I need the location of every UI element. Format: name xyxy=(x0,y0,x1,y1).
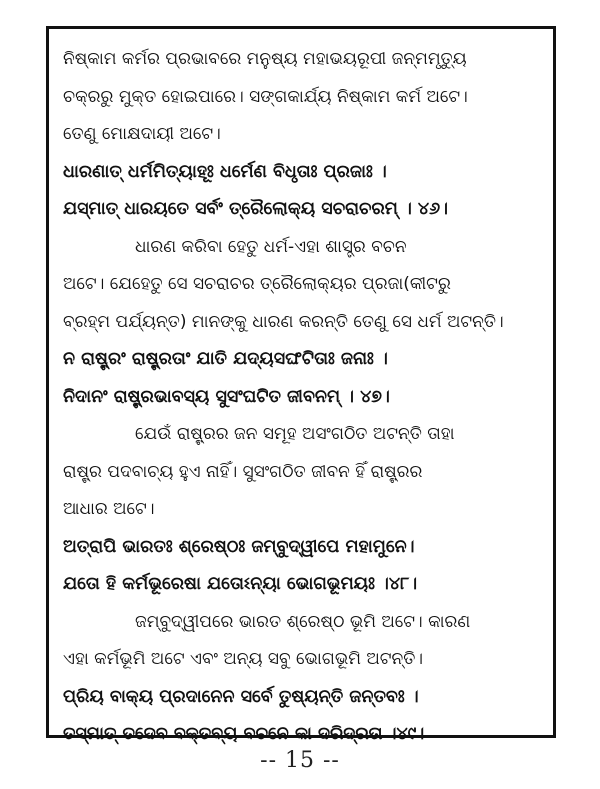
page-text-frame xyxy=(46,26,556,744)
verse-line: ଧାରଣାତ୍ ଧର୍ମମିତ୍ୟାହୂଃ ଧର୍ମେଣ ବିଧୃତାଃ ପ୍ରଜାଃ । xyxy=(63,161,387,182)
prose-line: ଏହା କର୍ମଭୂମି ଅଟେ ଏବଂ ଅନ୍ୟ ସବୁ ଭୋଗଭୂମି ଅଟନ୍ତି। xyxy=(63,649,423,669)
verse-line: ତସ୍ମାତ୍ ତଦେବ ବକ୍ତବ୍ୟ ବଚନେ କା ଦରିଦ୍ରତା ।୪୯। xyxy=(63,724,425,744)
verse-line: ନିଦାନଂ ରାଷ୍ଟ୍ରଭାବସ୍ୟ ସୁସଂଘଟିତ ଜୀବନମ୍ । ୪୭। xyxy=(63,386,390,407)
prose-line: ଚକ୍ରରୁ ମୁକ୍ତ ହୋଇପାରେ। ସଙ୍ଗକାର୍ଯ୍ୟ ନିଷ୍କାମ କର୍ମ ଅଟେ। xyxy=(63,86,468,107)
prose-line: ବ୍ରହ୍ମ ପର୍ଯ୍ୟନ୍ତ) ମାନଙ୍କୁ ଧାରଣ କରନ୍ତି ତେଣୁ ସେ ଧର୍ମ ଅଟନ୍ତି। xyxy=(63,311,504,332)
verse-line: ପ୍ରିୟ ବାକ୍ୟ ପ୍ରଦାନେନ ସର୍ବେ ତୁଷ୍ୟନ୍ତି ଜନ୍ତବଃ । xyxy=(63,686,419,707)
prose-line-indented: ଜମ୍ବୁଦ୍ୱୀପରେ ଭାରତ ଶ୍ରେଷ୍ଠ ଭୂମି ଅଟେ। କାରଣ xyxy=(135,611,471,632)
prose-line-indented: ଯେଉଁ ରାଷ୍ଟ୍ରର ଜନ ସମୂହ ଅସଂଗଠିତ ଅଟନ୍ତି ତାହା xyxy=(135,424,455,444)
prose-line: ରାଷ୍ଟ୍ର ପଦବାଚ୍ୟ ହୁଏ ନାହିଁ। ସୁସଂଗଠିତ ଜୀବନ ହିଁ ରାଷ୍ଟ୍ରର xyxy=(63,461,423,482)
prose-line: ନିଷ୍କାମ କର୍ମର ପ୍ରଭାବରେ ମନୁଷ୍ୟ ମହାଭୟରୂପୀ ଜନ୍ମମୃତ୍ୟୁ xyxy=(63,49,467,69)
prose-line-indented: ଧାରଣ କରିବା ହେତୁ ଧର୍ମ-ଏହା ଶାସ୍ତ୍ର ବଚନ xyxy=(135,236,407,257)
verse-line: ଅତ୍ରାପି ଭାରତଃ ଶ୍ରେଷ୍ଠଃ ଜମ୍ବୁଦ୍ୱୀପେ ମହାମୁନେ। xyxy=(63,536,415,557)
prose-line: ଅଟେ। ଯେହେତୁ ସେ ସଚରାଚର ତ୍ରୈଲୋକ୍ୟର ପ୍ରଜା(କୀଟରୁ xyxy=(63,274,451,294)
verse-line: ନ ରାଷ୍ଟ୍ରଂ ରାଷ୍ଟ୍ରତାଂ ଯାତି ଯଦ୍ୟସଙ୍ଘଟିତାଃ ଜନାଃ । xyxy=(63,349,388,369)
prose-line: ଆଧାର ଅଟେ। xyxy=(63,499,155,519)
verse-line: ଯସ୍ମାତ୍ ଧାରୟତେ ସର୍ବଂ ତ୍ରୈଲୋକ୍ୟ ସଚରାଚରମ୍ । ୪୬। xyxy=(63,199,448,219)
verse-line: ଯତୋ ହି କର୍ମଭୂରେଷା ଯତୋଽନ୍ୟା ଭୋଗଭୂମୟଃ ।୪୮। xyxy=(63,574,418,594)
page-number: -- 15 -- xyxy=(260,748,340,773)
prose-line: ତେଣୁ ମୋକ୍ଷଦାୟୀ ଅଟେ। xyxy=(63,124,221,144)
